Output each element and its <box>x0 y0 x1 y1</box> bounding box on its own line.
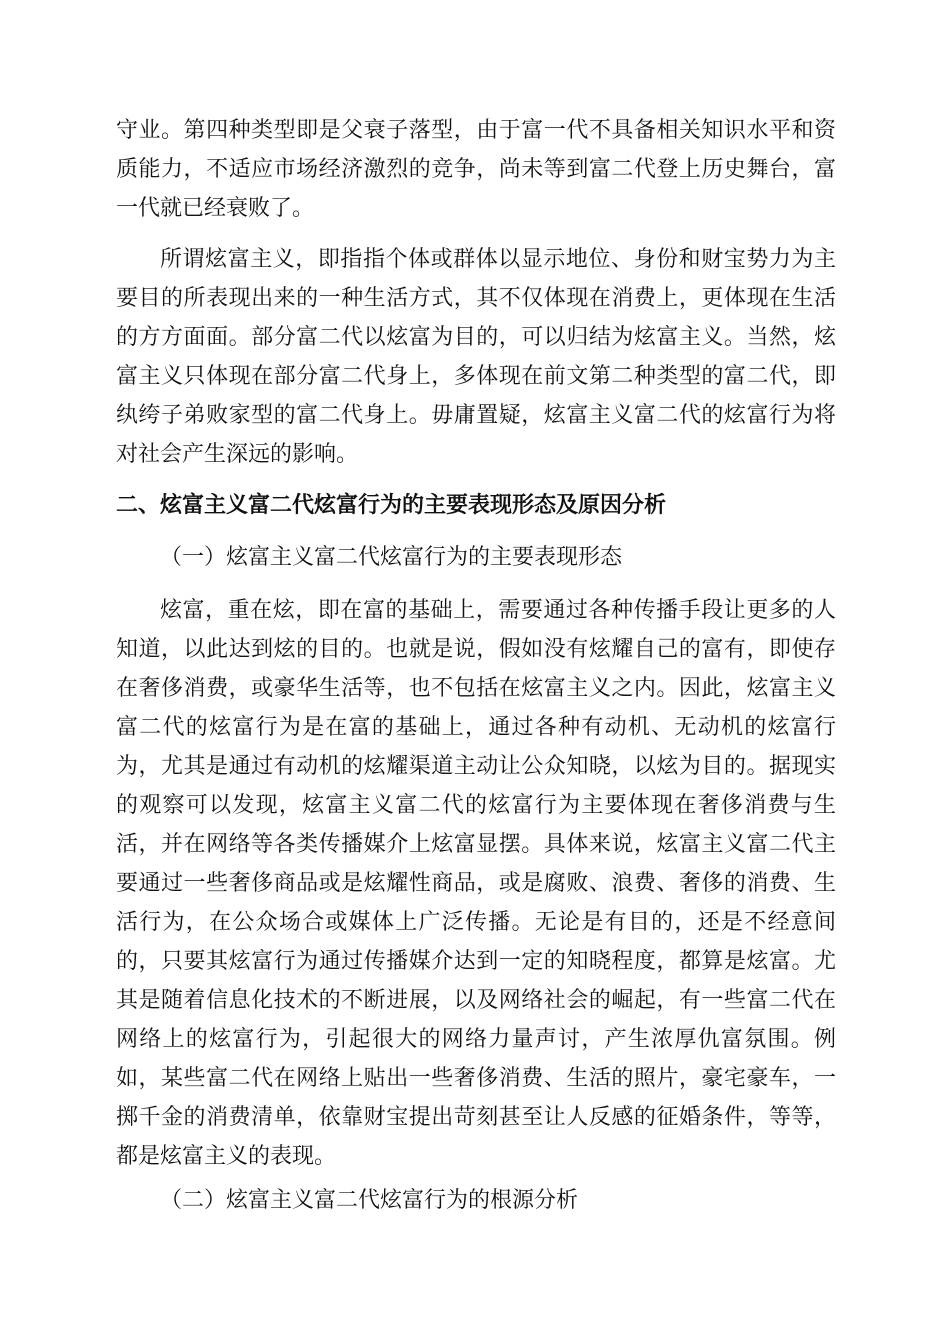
paragraph-line: 在奢侈消费，或豪华生活等，也不包括在炫富主义之内。因此，炫富主义 <box>116 676 836 701</box>
subsection-heading: （一）炫富主义富二代炫富行为的主要表现形态 <box>160 545 623 570</box>
paragraph-line: 的，只要其炫富行为通过传播媒介达到一定的知晓程度，都算是炫富。尤 <box>116 949 836 974</box>
section-heading: 二、炫富主义富二代炫富行为的主要表现形态及原因分析 <box>116 493 667 518</box>
paragraph-line: 质能力，不适应市场经济激烈的竞争，尚未等到富二代登上历史舞台，富 <box>116 157 836 182</box>
paragraph-line: 炫富，重在炫，即在富的基础上，需要通过各种传播手段让更多的人 <box>160 598 836 623</box>
paragraph-line: 要通过一些奢侈商品或是炫耀性商品，或是腐败、浪费、奢侈的消费、生 <box>116 871 836 896</box>
paragraph-line: 为，尤其是通过有动机的炫耀渠道主动让公众知晓，以炫为目的。据现实 <box>116 754 836 779</box>
paragraph-line: 如，某些富二代在网络上贴出一些奢侈消费、生活的照片，豪宅豪车，一 <box>116 1066 836 1091</box>
subsection-heading: （二）炫富主义富二代炫富行为的根源分析 <box>160 1188 579 1213</box>
paragraph-line: 活行为，在公众场合或媒体上广泛传播。无论是有目的，还是不经意间 <box>116 910 836 935</box>
paragraph-line: 其是随着信息化技术的不断进展，以及网络社会的崛起，有一些富二代在 <box>116 988 836 1013</box>
paragraph-line: 纨绔子弟败家型的富二代身上。毋庸置疑，炫富主义富二代的炫富行为将 <box>116 403 836 428</box>
paragraph-line: 的观察可以发现，炫富主义富二代的炫富行为主要体现在奢侈消费与生 <box>116 793 836 818</box>
paragraph-line: 都是炫富主义的表现。 <box>116 1144 337 1169</box>
paragraph-line: 富主义只体现在部分富二代身上，多体现在前文第二种类型的富二代，即 <box>116 364 836 389</box>
paragraph-line: 所谓炫富主义，即指指个体或群体以显示地位、身份和财宝势力为主 <box>160 247 836 272</box>
paragraph-line: 要目的所表现出来的一种生活方式，其不仅体现在消费上，更体现在生活 <box>116 286 836 311</box>
paragraph-line: 网络上的炫富行为，引起很大的网络力量声讨，产生浓厚仇富氛围。例 <box>116 1027 836 1052</box>
paragraph-line: 富二代的炫富行为是在富的基础上，通过各种有动机、无动机的炫富行 <box>116 715 836 740</box>
paragraph-line: 一代就已经衰败了。 <box>116 196 315 221</box>
paragraph-line: 对社会产生深远的影响。 <box>116 442 359 467</box>
paragraph-line: 守业。第四种类型即是父衰子落型，由于富一代不具备相关知识水平和资 <box>116 118 836 143</box>
paragraph-line: 活，并在网络等各类传播媒介上炫富显摆。具体来说，炫富主义富二代主 <box>116 832 836 857</box>
paragraph-line: 知道，以此达到炫的目的。也就是说，假如没有炫耀自己的富有，即使存 <box>116 637 836 662</box>
paragraph-line: 的方方面面。部分富二代以炫富为目的，可以归结为炫富主义。当然，炫 <box>116 325 836 350</box>
paragraph-line: 掷千金的消费清单，依靠财宝提出苛刻甚至让人反感的征婚条件，等等， <box>116 1105 836 1130</box>
